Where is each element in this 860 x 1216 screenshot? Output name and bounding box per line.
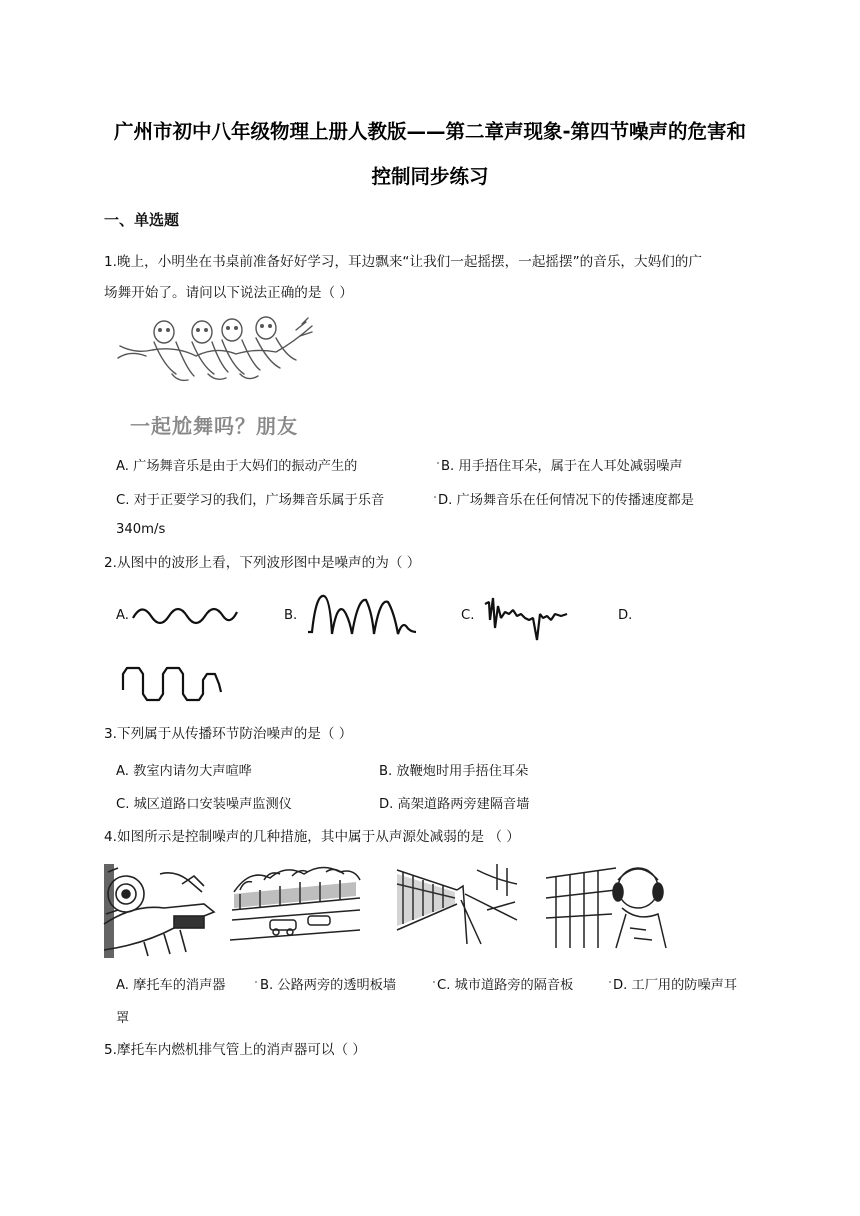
sine-wave-icon [131, 598, 239, 634]
factory-earmuffs-image [546, 858, 674, 954]
q3-option-c[interactable]: C. 城区道路口安装噪声监测仪 [116, 797, 292, 812]
separator-dot [437, 462, 439, 464]
q2-option-c[interactable]: C. [461, 608, 475, 623]
page-title-line2: 控制同步练习 [371, 165, 489, 188]
city-sound-barrier-image [397, 860, 519, 944]
page-title-line1: 广州市初中八年级物理上册人教版——第二章声现象-第四节噪声的危害和 [113, 120, 747, 143]
q2-option-b[interactable]: B. [284, 608, 298, 623]
q3-option-a[interactable]: A. 教室内请勿大声喧哗 [116, 764, 252, 779]
question-1-line2: 场舞开始了。请问以下说法正确的是（ ） [104, 285, 354, 301]
q2-option-d[interactable]: D. [618, 608, 633, 623]
illustration-caption: 一起尬舞吗？朋友 [130, 414, 298, 438]
q4-option-a[interactable]: A. 摩托车的消声器 [116, 978, 226, 993]
highway-transparent-wall-image [230, 860, 362, 942]
irregular-noise-wave-icon [483, 592, 569, 644]
question-2: 2.从图中的波形上看，下列波形图中是噪声的为（ ） [104, 555, 421, 571]
separator-dot [433, 981, 435, 983]
square-wave-icon [121, 664, 225, 704]
q1-option-d-continued: 340m/s [116, 522, 166, 537]
question-4: 4.如图所示是控制噪声的几种措施，其中属于从声源处减弱的是 （ ） [104, 829, 520, 845]
q4-option-c[interactable]: C. 城市道路旁的隔音板 [437, 978, 574, 993]
q1-option-d[interactable]: D. 广场舞音乐在任何情况下的传播速度都是 [438, 493, 694, 508]
question-1-line1: 1.晚上，小明坐在书桌前准备好好学习，耳边飘来“让我们一起摇摆，一起摇摆”的音乐，大妈们的广 [104, 254, 702, 270]
separator-dot [255, 981, 257, 983]
q3-option-b[interactable]: B. 放鞭炮时用手捂住耳朵 [379, 764, 529, 779]
separator-dot [609, 981, 611, 983]
q4-option-d-continued: 罩 [116, 1011, 130, 1026]
q4-option-b[interactable]: B. 公路两旁的透明板墙 [260, 978, 397, 993]
question-3: 3.下列属于从传播环节防治噪声的是（ ） [104, 726, 353, 742]
dancing-figures-illustration [116, 316, 316, 388]
q1-option-b[interactable]: B. 用手捂住耳朵，属于在人耳处减弱噪声 [441, 459, 683, 474]
q2-option-a[interactable]: A. [116, 608, 129, 623]
question-5: 5.摩托车内燃机排气管上的消声器可以（ ） [104, 1042, 366, 1058]
q3-option-d[interactable]: D. 高架道路两旁建隔音墙 [379, 797, 530, 812]
q4-option-d[interactable]: D. 工厂用的防噪声耳 [613, 978, 738, 993]
section-heading: 一、单选题 [104, 211, 180, 229]
motorcycle-muffler-image [104, 864, 216, 958]
q1-option-a[interactable]: A. 广场舞音乐是由于大妈们的振动产生的 [116, 459, 358, 474]
separator-dot [434, 496, 436, 498]
periodic-peaks-wave-icon [306, 592, 418, 640]
q1-option-c[interactable]: C. 对于正要学习的我们，广场舞音乐属于乐音 [116, 493, 385, 508]
